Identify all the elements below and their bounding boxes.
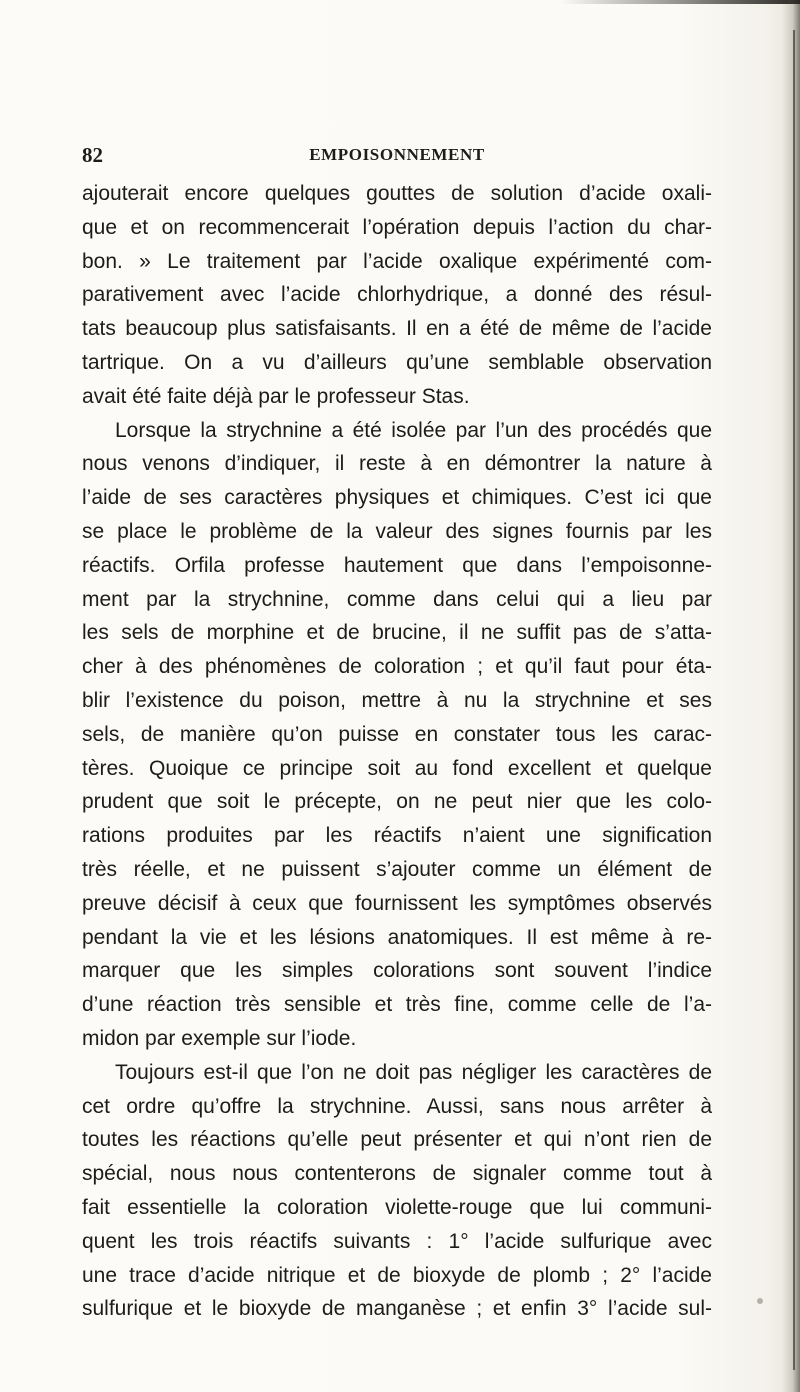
- text-line: l’aide de ses caractères physiques et chimiques. C’est ici que: [82, 486, 712, 510]
- text-line: tères. Quoique ce principe soit au fond excellent et quelque: [82, 756, 712, 780]
- paragraph-start-line: Toujours est-il que l’on ne doit pas négliger les caractères de: [115, 1060, 712, 1084]
- text-line: fait essentielle la coloration violette-rouge que lui communi-: [82, 1195, 712, 1219]
- page-edge-line: [793, 30, 795, 1370]
- text-line: rations produites par les réactifs n’aient une signification: [82, 824, 712, 848]
- page-header: [82, 143, 712, 169]
- text-line: cet ordre qu’offre la strychnine. Aussi, sans nous arrêter à: [82, 1094, 712, 1118]
- text-line: pendant la vie et les lésions anatomiques. Il est même à re-: [82, 925, 712, 949]
- text-line: avait été faite déjà par le professeur Stas.: [82, 384, 470, 408]
- text-line: cher à des phénomènes de coloration ; et qu’il faut pour éta-: [82, 655, 712, 679]
- text-line: d’une réaction très sensible et très fine, comme celle de l’a-: [82, 993, 712, 1017]
- text-line: blir l’existence du poison, mettre à nu la strychnine et ses: [82, 688, 712, 712]
- text-line: quent les trois réactifs suivants : 1° l’acide sulfurique avec: [82, 1229, 712, 1253]
- text-line: prudent que soit le précepte, on ne peut nier que les colo-: [82, 790, 712, 814]
- paragraph-start-line: Lorsque la strychnine a été isolée par l’un des procédés que: [115, 418, 712, 442]
- text-line: une trace d’acide nitrique et de bioxyde de plomb ; 2° l’acide: [82, 1263, 712, 1287]
- text-line: ajouterait encore quelques gouttes de solution d’acide oxali-: [82, 182, 712, 205]
- text-line: preuve décisif à ceux que fournissent les symptômes observés: [82, 891, 712, 915]
- binding-shadow: [782, 0, 800, 1392]
- text-line: se place le problème de la valeur des signes fournis par les: [82, 519, 712, 543]
- text-line: parativement avec l’acide chlorhydrique, a donné des résul-: [82, 283, 712, 307]
- text-line: spécial, nous nous contenterons de signaler comme tout à: [82, 1162, 712, 1186]
- page-top-edge: [560, 0, 800, 4]
- text-line: ment par la strychnine, comme dans celui qui a lieu par: [82, 587, 712, 611]
- text-line: nous venons d’indiquer, il reste à en démontrer la nature à: [82, 452, 712, 476]
- text-line: toutes les réactions qu’elle peut présenter et qui n’ont rien de: [82, 1128, 712, 1152]
- text-line: bon. » Le traitement par l’acide oxalique expérimenté com-: [82, 249, 712, 273]
- text-line: marquer que les simples colorations sont souvent l’indice: [82, 959, 712, 983]
- text-line: sels, de manière qu’on puisse en constater tous les carac-: [82, 722, 712, 746]
- body-text: [82, 177, 712, 1326]
- running-title: EMPOISONNEMENT: [309, 145, 485, 164]
- text-line: tats beaucoup plus satisfaisants. Il en a été de même de l’acide: [82, 317, 712, 341]
- text-line: les sels de morphine et de brucine, il ne suffit pas de s’atta-: [82, 621, 712, 645]
- text-line: que et on recommencerait l’opération depuis l’action du char-: [82, 215, 712, 239]
- text-line: midon par exemple sur l’iode.: [82, 1026, 357, 1050]
- page-number: 82: [82, 143, 103, 167]
- text-line: très réelle, et ne puissent s’ajouter comme un élément de: [82, 857, 712, 881]
- text-line: réactifs. Orfila professe hautement que dans l’empoisonne-: [82, 553, 712, 577]
- text-line: sulfurique et le bioxyde de manganèse ; et enfin 3° l’acide sul-: [82, 1297, 712, 1321]
- text-line: tartrique. On a vu d’ailleurs qu’une semblable observation: [82, 350, 712, 374]
- paper-speck: [757, 1298, 763, 1304]
